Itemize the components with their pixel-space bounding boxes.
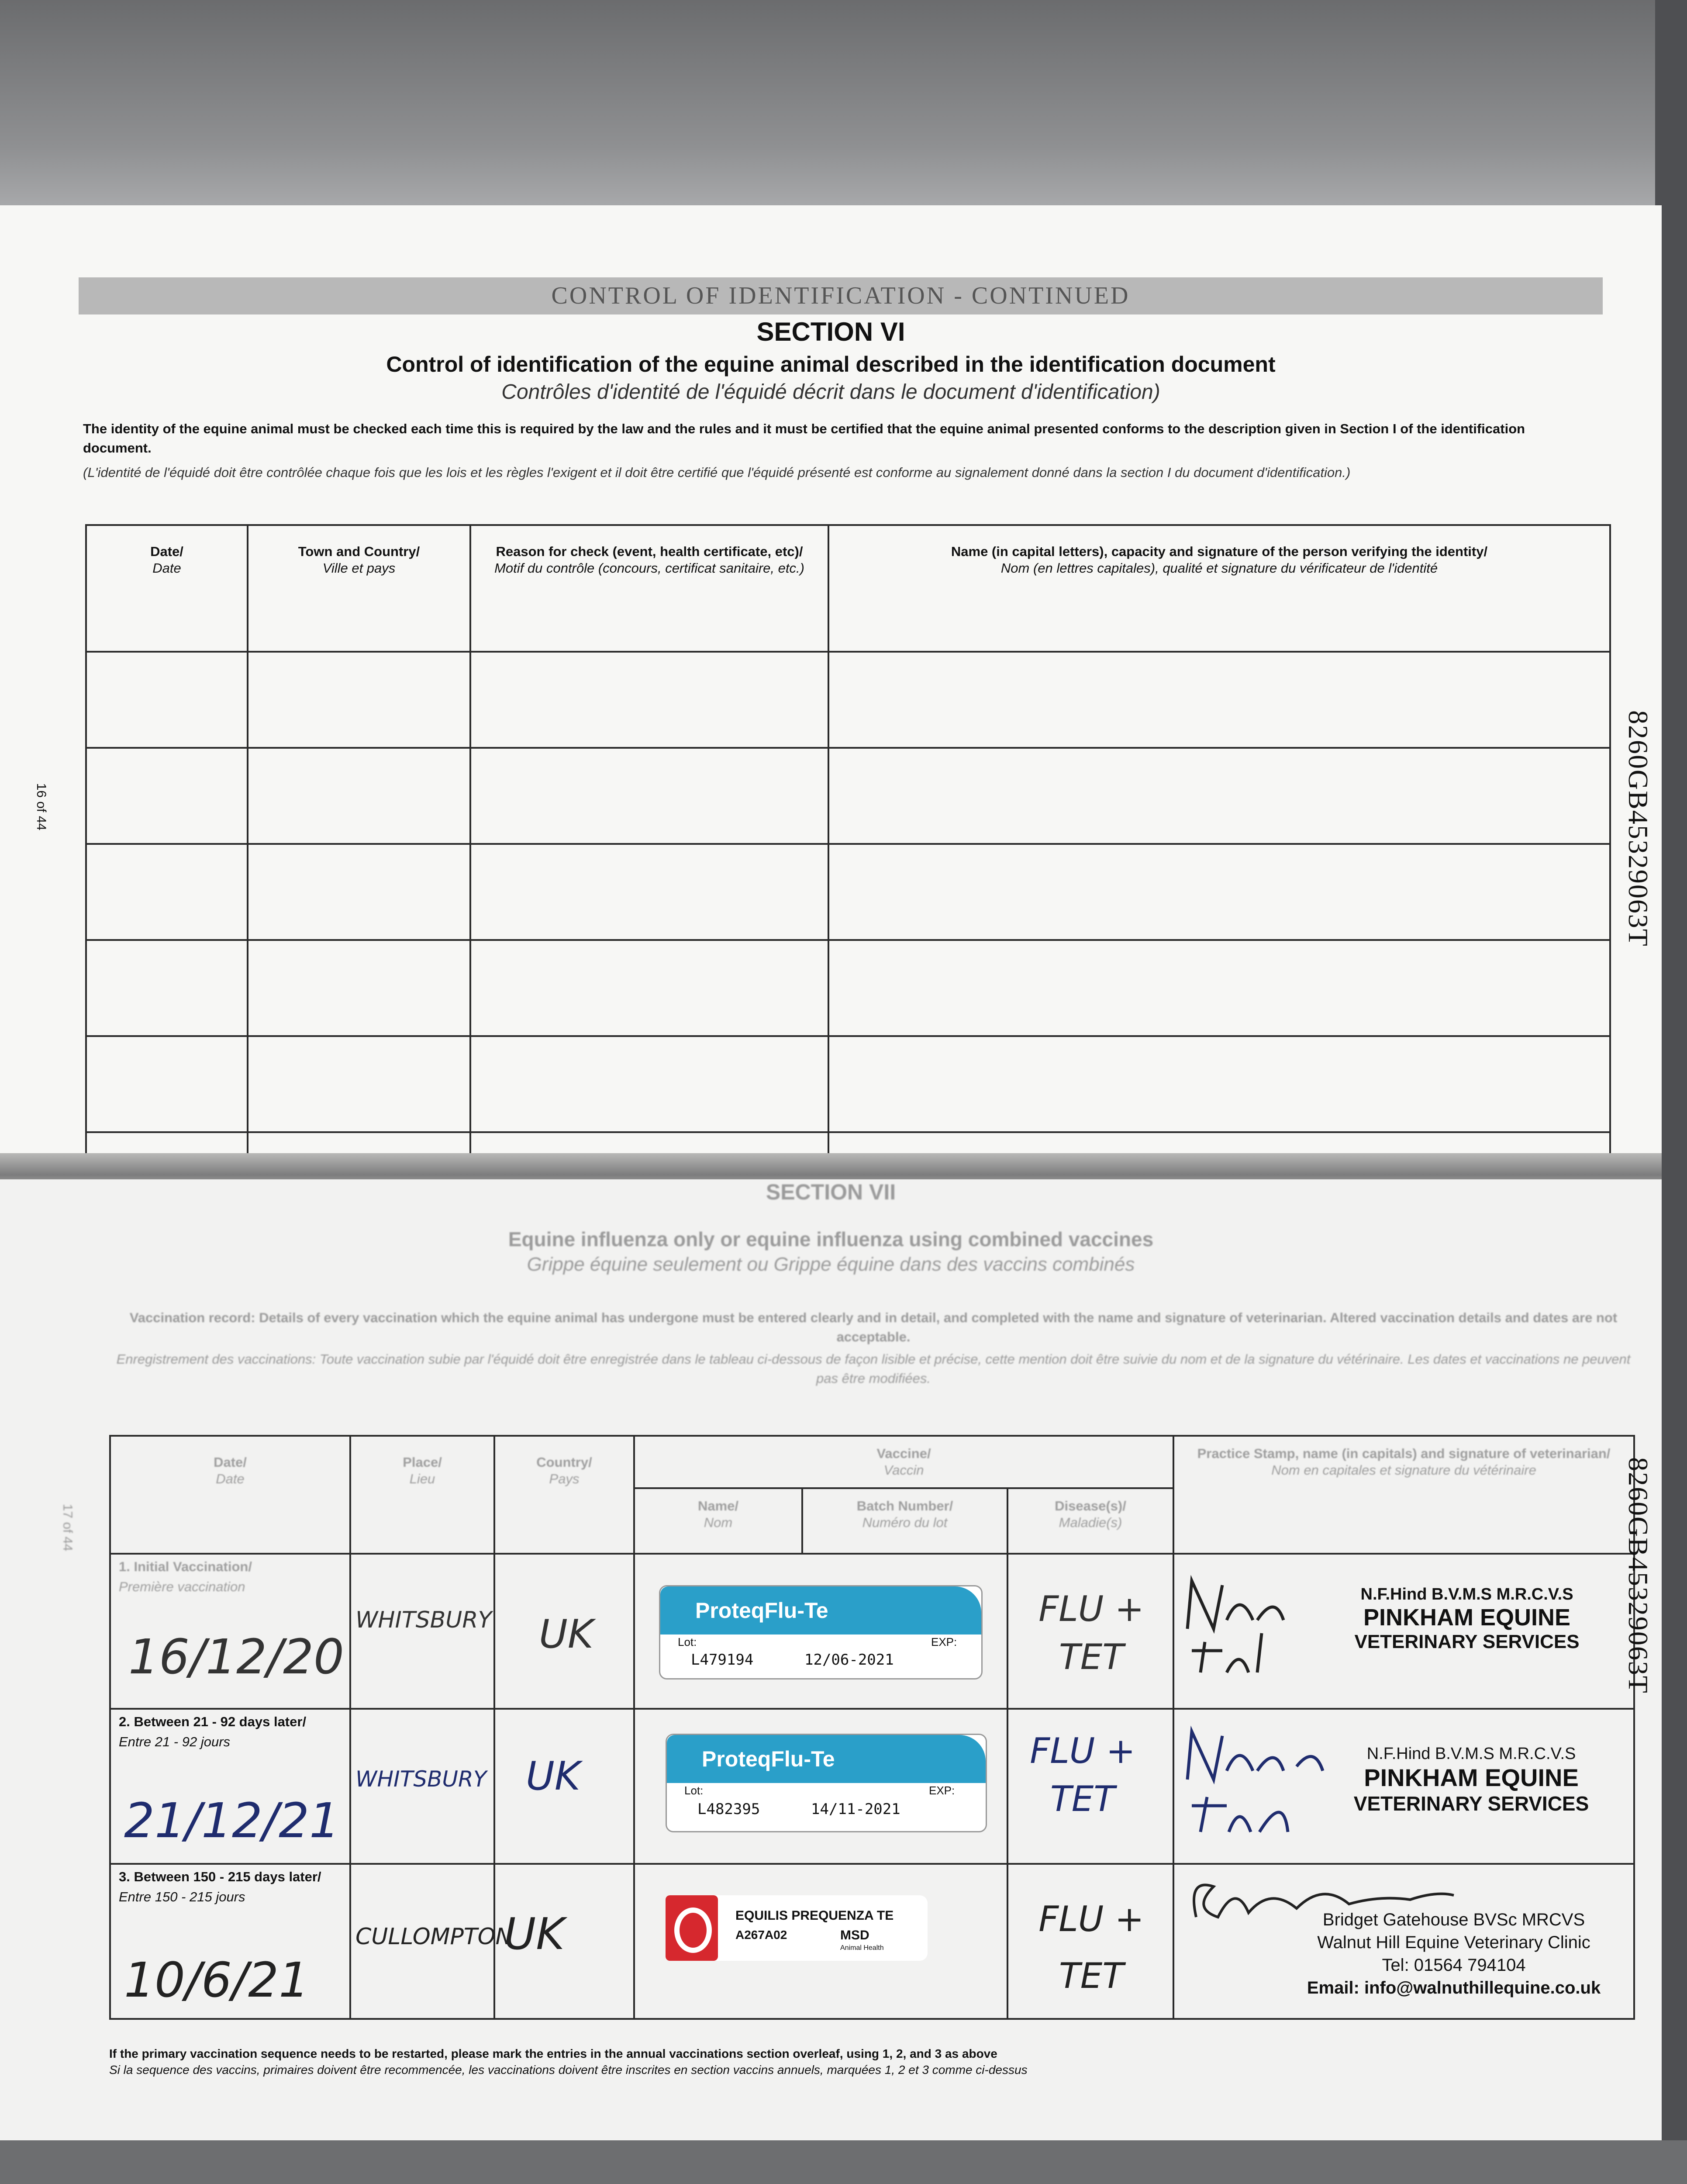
- col-header-disease: Disease(s)/ Maladie(s): [1007, 1488, 1173, 1554]
- vaccination-table: [109, 1435, 1635, 2020]
- vaccination-row-1: [110, 1554, 1634, 1709]
- scanner-edge-bottom: [0, 2140, 1687, 2184]
- col-header-country: Country/ Pays: [494, 1436, 634, 1554]
- scanner-edge-top: [0, 0, 1687, 210]
- intro-text-en: The identity of the equine animal must be checked each time this is required by the law and the rules and it must be certified that the equine animal presented conforms to the description given in Section I of the identification document.: [83, 421, 1525, 456]
- intro-text-en: Vaccination record: Details of every vaccination which the equine animal has undergone must be entered clearly and in detail, and completed with the name and signature of veterinarian. Altered vaccination details and dates are not acceptable.: [129, 1310, 1618, 1344]
- page-title-fr: Grippe équine seulement ou Grippe équine dans des vaccins combinés: [527, 1254, 1135, 1275]
- vaccine-label-sticker: ProteqFlu-Te Lot: EXP: L479194 12/06-2021: [659, 1585, 983, 1679]
- col-header-date: Date/ Date: [110, 1436, 350, 1554]
- page-title-en: Control of identification of the equine animal described in the identification document: [386, 352, 1276, 377]
- stamp-cell: [1173, 1864, 1634, 2019]
- footer-note-en: If the primary vaccination sequence needs to be restarted, please mark the entries in the annual vaccinations section overleaf, using 1, 2, and 3 as above: [109, 2047, 997, 2060]
- country-cell: UK: [494, 1709, 634, 1864]
- identity-check-table: [85, 524, 1611, 1166]
- handwritten-date: 16/12/20: [128, 1629, 345, 1685]
- vaccine-sticker-cell: [634, 1709, 1007, 1864]
- vet-signature: [1174, 1714, 1332, 1845]
- vet-stamp: N.F.Hind B.V.M.S M.R.C.V.S PINKHAM EQUINE VETERINARY SERVICES: [1353, 1745, 1589, 1815]
- handwritten-date: 10/6/21: [124, 1952, 310, 2008]
- country-cell: UK: [494, 1864, 634, 2019]
- col-header-verifier: Name (in capital letters), capacity and signature of the person verifying the identity/ Nom (en lettres capitales), qualité et signature du vérificateur de l'identité: [828, 525, 1610, 652]
- vaccine-sticker-cell: [634, 1554, 1007, 1709]
- col-header-vaccine-name: Name/ Nom: [634, 1488, 802, 1554]
- q-logo-icon: [666, 1895, 718, 1961]
- vet-signature: [1174, 1563, 1318, 1686]
- vet-stamp: N.F.Hind B.V.M.S M.R.C.V.S PINKHAM EQUINE VETERINARY SERVICES: [1354, 1585, 1580, 1652]
- table-row: [86, 748, 1610, 844]
- country-cell: UK: [494, 1554, 634, 1709]
- page-16: [0, 205, 1662, 1166]
- section-title: SECTION VII: [766, 1180, 896, 1204]
- date-cell: 1. Initial Vaccination/ Première vaccination 16/12/20: [110, 1554, 350, 1709]
- table-row: [86, 652, 1610, 748]
- stamp-cell: [1173, 1709, 1634, 1864]
- place-cell: WHITSBURY: [350, 1709, 494, 1864]
- col-header-vaccine: Vaccine/ Vaccin: [634, 1436, 1173, 1488]
- vet-stamp: Bridget Gatehouse BVSc MRCVS Walnut Hill Equine Veterinary Clinic Tel: 01564 794104 Email: info@walnuthillequine.co.uk: [1307, 1910, 1601, 1997]
- table-row: [86, 1036, 1610, 1132]
- page-number: 16 of 44: [34, 783, 49, 831]
- page-number: 17 of 44: [60, 1503, 75, 1552]
- col-header-town-country: Town and Country/ Ville et pays: [248, 525, 470, 652]
- disease-cell: FLU + TET: [1007, 1864, 1173, 2019]
- date-cell: 2. Between 21 - 92 days later/ Entre 21 - 92 jours 21/12/21: [110, 1709, 350, 1864]
- disease-cell: FLU + TET: [1007, 1709, 1173, 1864]
- stamp-cell: [1173, 1554, 1634, 1709]
- table-row: [86, 844, 1610, 940]
- col-header-place: Place/ Lieu: [350, 1436, 494, 1554]
- page-17: [0, 1179, 1662, 2140]
- intro-text-fr: (L'identité de l'équidé doit être contrôlée chaque fois que les lois et les règles l'exigent et il doit être certifié que l'équidé présenté est conforme au signalement donné dans la section I du document d'identification.): [83, 465, 1351, 480]
- vaccine-label-sticker: EQUILIS PREQUENZA TE A267A02 MSD Animal Health: [666, 1895, 928, 1961]
- footer-note-fr: Si la sequence des vaccins, primaires doivent être recommencée, les vaccinations doivent être inscrites en section vaccins annuels, marquées 1, 2 et 3 comme ci-dessus: [109, 2063, 1028, 2077]
- date-cell: 3. Between 150 - 215 days later/ Entre 150 - 215 jours 10/6/21: [110, 1864, 350, 2019]
- vaccination-row-3: [110, 1864, 1634, 2019]
- passport-id-side: 8260GB45329063T: [1623, 1457, 1654, 1694]
- vaccine-label-sticker: ProteqFlu-Te Lot: EXP: L482395 14/11-2021: [666, 1734, 987, 1832]
- place-cell: WHITSBURY: [350, 1554, 494, 1709]
- col-header-reason: Reason for check (event, health certificate, etc)/ Motif du contrôle (concours, certificat sanitaire, etc.): [470, 525, 828, 652]
- col-header-stamp: Practice Stamp, name (in capitals) and signature of veterinarian/ Nom en capitales et signature du vétérinaire: [1173, 1436, 1634, 1554]
- intro-text-fr: Enregistrement des vaccinations: Toute vaccination subie par l'équidé doit être enregistrée dans le tableau ci-dessous de façon lisible et précise, cette mention doit être suivie du nom et de la signature du vétérinaire. Les dates et vaccinations ne peuvent pas être modifiées.: [116, 1351, 1631, 1386]
- disease-cell: FLU + TET: [1007, 1554, 1173, 1709]
- passport-id-side: 8260GB45329063T: [1623, 710, 1654, 947]
- vaccine-sticker-cell: [634, 1864, 1007, 2019]
- col-header-date: Date/ Date: [86, 525, 248, 652]
- section-banner: CONTROL OF IDENTIFICATION - CONTINUED: [79, 277, 1603, 314]
- table-row: [86, 940, 1610, 1036]
- handwritten-date: 21/12/21: [124, 1793, 340, 1849]
- vaccination-row-2: [110, 1709, 1634, 1864]
- col-header-batch: Batch Number/ Numéro du lot: [802, 1488, 1007, 1554]
- page-title-fr: Contrôles d'identité de l'équidé décrit dans le document d'identification): [501, 380, 1160, 404]
- page-title-en: Equine influenza only or equine influenza using combined vaccines: [508, 1228, 1154, 1251]
- place-cell: CULLOMPTON: [350, 1864, 494, 2019]
- section-title: SECTION VI: [756, 317, 905, 346]
